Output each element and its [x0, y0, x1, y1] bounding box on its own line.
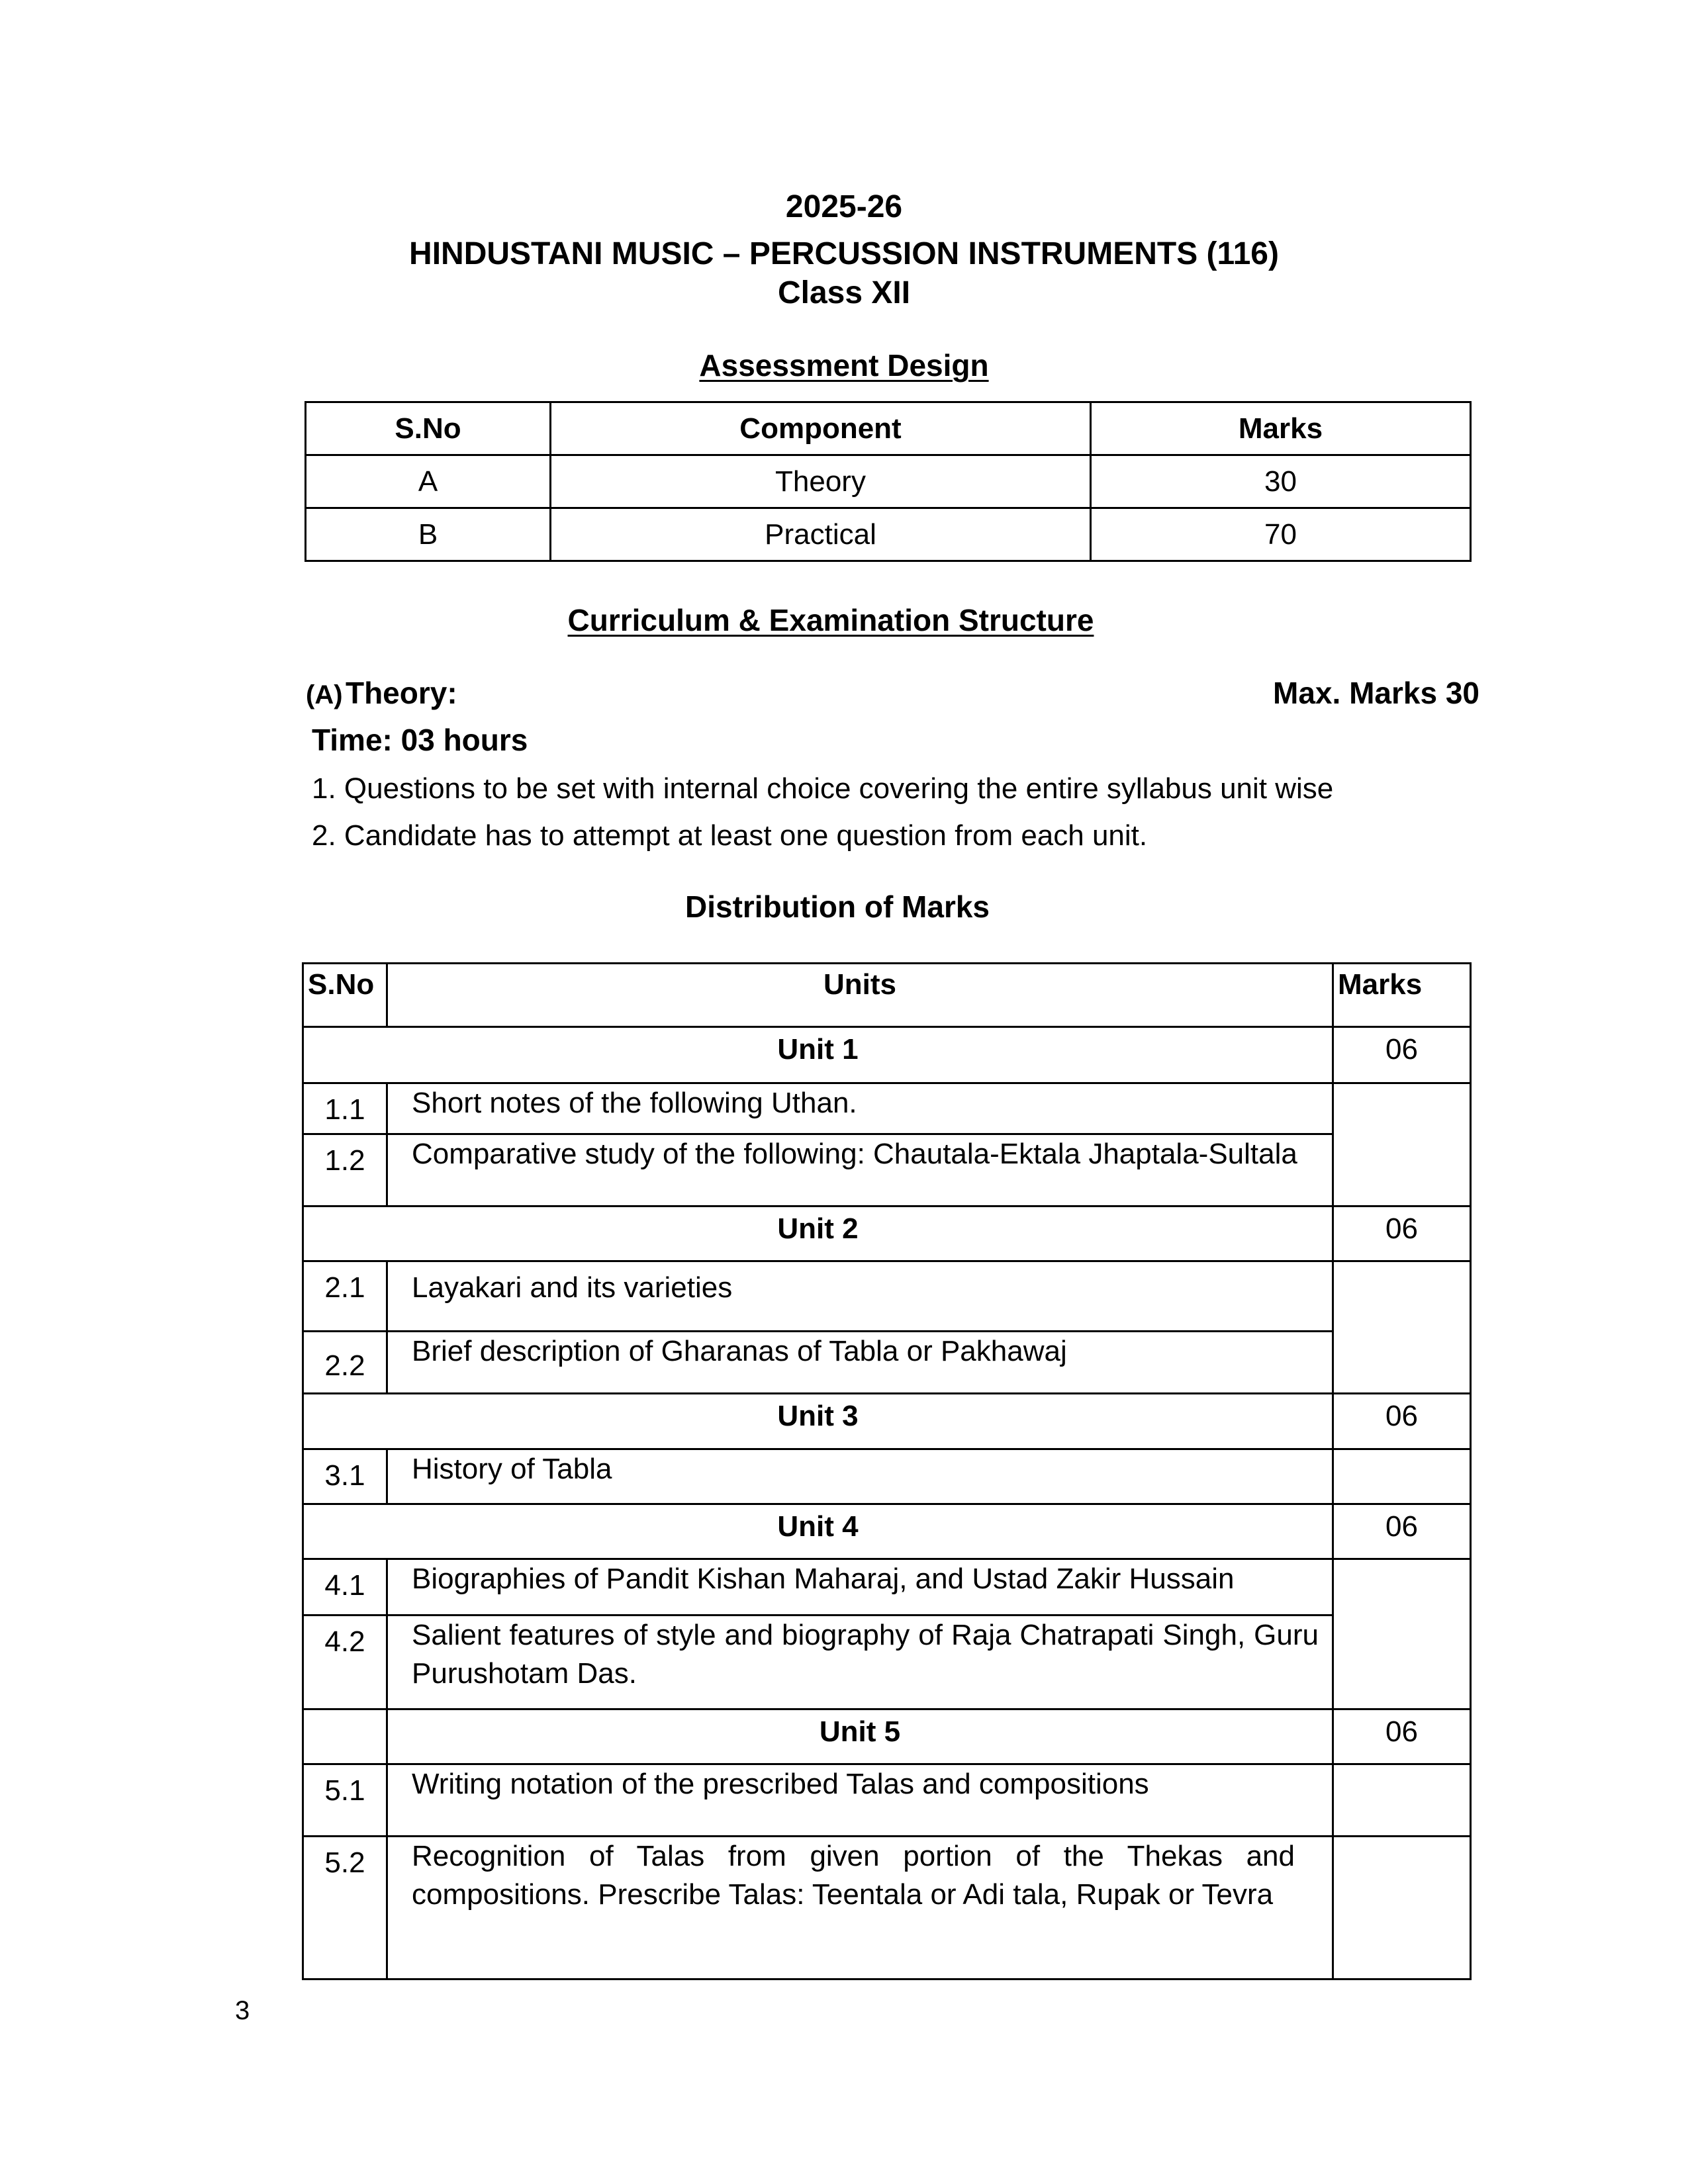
unit-row	[303, 1504, 1471, 1559]
item-text: Salient features of style and biography of Raja Chatrapati Singh, Guru Purushotam Das.	[387, 1615, 1333, 1709]
table-row	[306, 508, 1471, 561]
unit-name: Unit 3	[303, 1394, 1333, 1449]
marks-cell-empty	[1333, 1083, 1471, 1206]
unit-marks: 06	[1333, 1027, 1471, 1083]
item-sno: 2.2	[303, 1332, 387, 1394]
item-sno: 2.1	[303, 1261, 387, 1332]
unit-marks: 06	[1333, 1504, 1471, 1559]
marks-cell-empty	[1333, 1261, 1471, 1394]
unit-marks: 06	[1333, 1709, 1471, 1764]
cell-marks: 70	[1091, 508, 1471, 561]
table-header-row	[303, 964, 1471, 1027]
item-text: Biographies of Pandit Kishan Maharaj, and Ustad Zakir Hussain	[387, 1559, 1333, 1615]
list-item	[303, 1559, 1471, 1615]
time-label: Time: 03 hours	[312, 723, 528, 757]
item-sno: 5.2	[303, 1837, 387, 1979]
cell-component: Theory	[551, 455, 1091, 508]
item-sno: 1.1	[303, 1083, 387, 1134]
header-sno: S.No	[306, 402, 551, 455]
item-sno: 5.1	[303, 1764, 387, 1837]
page-number: 3	[235, 1996, 250, 2025]
unit-name: Unit 5	[387, 1709, 1333, 1764]
header-marks: Marks	[1333, 964, 1471, 1027]
unit-row	[303, 1394, 1471, 1449]
unit-row	[303, 1027, 1471, 1083]
subject-heading: HINDUSTANI MUSIC – PERCUSSION INSTRUMENTS (116)	[409, 236, 1279, 271]
distribution-table	[302, 962, 1472, 1980]
theory-section-label	[306, 675, 457, 711]
unit-marks: 06	[1333, 1394, 1471, 1449]
list-item	[303, 1332, 1471, 1394]
item-text: Writing notation of the prescribed Talas and compositions	[387, 1764, 1333, 1837]
header-units: Units	[387, 964, 1333, 1027]
item-text: Layakari and its varieties	[387, 1261, 1333, 1332]
item-sno: 1.2	[303, 1134, 387, 1206]
cell-sno: A	[306, 455, 551, 508]
unit-name: Unit 4	[303, 1504, 1333, 1559]
item-text: Brief description of Gharanas of Tabla or Pakhawaj	[387, 1332, 1333, 1394]
header-marks: Marks	[1091, 402, 1471, 455]
item-text: Short notes of the following Uthan.	[387, 1083, 1333, 1134]
assessment-table	[305, 401, 1472, 562]
list-item	[303, 1261, 1471, 1332]
unit-marks: 06	[1333, 1206, 1471, 1261]
item-sno: 3.1	[303, 1449, 387, 1504]
list-item	[303, 1837, 1471, 1979]
assessment-design-title: Assessment Design	[699, 348, 989, 383]
header-component: Component	[551, 402, 1091, 455]
table-row	[306, 455, 1471, 508]
item-text: History of Tabla	[387, 1449, 1333, 1504]
item-sno: 4.2	[303, 1615, 387, 1709]
sno-cell-empty	[303, 1709, 387, 1764]
curriculum-title: Curriculum & Examination Structure	[567, 603, 1094, 637]
marks-cell-empty	[1333, 1449, 1471, 1504]
instruction-2: 2. Candidate has to attempt at least one question from each unit.	[312, 819, 1148, 852]
item-text: Recognition of Talas from given portion of the Thekas and compositions. Prescribe Talas: Teentala or Adi tala, Rupak or Tevra	[387, 1837, 1333, 1979]
marks-cell-empty	[1333, 1837, 1471, 1979]
year-heading: 2025-26	[785, 189, 903, 224]
marks-cell-empty	[1333, 1764, 1471, 1837]
cell-marks: 30	[1091, 455, 1471, 508]
item-text: Comparative study of the following: Chautala-Ektala Jhaptala-Sultala	[387, 1134, 1333, 1206]
list-item	[303, 1083, 1471, 1134]
unit-row	[303, 1709, 1471, 1764]
section-label: Theory:	[345, 676, 457, 710]
list-item	[303, 1764, 1471, 1837]
distribution-title: Distribution of Marks	[684, 889, 990, 924]
list-item	[303, 1449, 1471, 1504]
cell-sno: B	[306, 508, 551, 561]
class-heading: Class XII	[777, 275, 911, 310]
table-header-row	[306, 402, 1471, 455]
instruction-1: 1. Questions to be set with internal choice covering the entire syllabus unit wise	[312, 772, 1334, 805]
header-sno: S.No	[303, 964, 387, 1027]
section-prefix: (A)	[306, 680, 343, 709]
unit-name: Unit 1	[303, 1027, 1333, 1083]
list-item	[303, 1615, 1471, 1709]
unit-name: Unit 2	[303, 1206, 1333, 1261]
cell-component: Practical	[551, 508, 1091, 561]
list-item	[303, 1134, 1471, 1206]
item-sno: 4.1	[303, 1559, 387, 1615]
max-marks: Max. Marks 30	[1273, 676, 1479, 710]
marks-cell-empty	[1333, 1559, 1471, 1709]
unit-row	[303, 1206, 1471, 1261]
